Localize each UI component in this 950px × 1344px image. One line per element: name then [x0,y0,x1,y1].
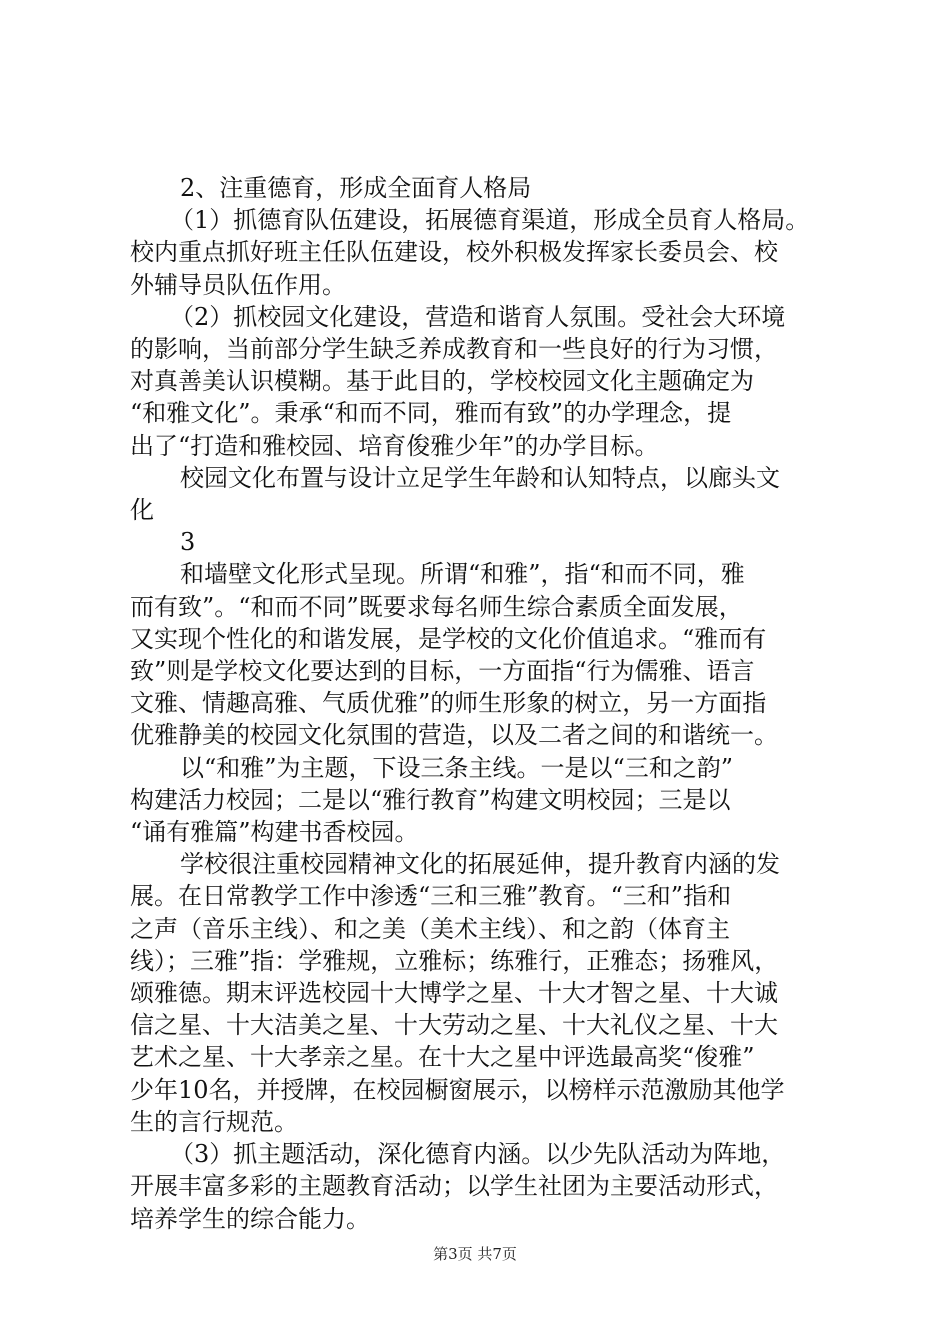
paragraph-line: 之声（音乐主线）、和之美（美术主线）、和之韵（体育主 [130,914,730,943]
paragraph-line: 开展丰富多彩的主题教育活动；以学生社团为主要活动形式， [130,1172,778,1201]
paragraph-line: 艺术之星、十大孝亲之星。在十大之星中评选最高奖“俊雅” [130,1043,755,1072]
paragraph-line: （2）抓校园文化建设，营造和谐育人氛围。受社会大环境 [170,302,786,331]
paragraph-line: 学校很注重校园精神文化的拓展延伸，提升教育内涵的发 [180,850,780,879]
paragraph-line: 化 [130,496,154,525]
paragraph-line: 又实现个性化的和谐发展，是学校的文化价值追求。“雅而有 [130,624,767,653]
paragraph-line: 对真善美认识模糊。基于此目的，学校校园文化主题确定为 [130,367,754,396]
paragraph-line: “和雅文化”。秉承“和而不同，雅而有致”的办学理念，提 [130,399,732,428]
paragraph-line: 培养学生的综合能力。 [130,1204,370,1233]
paragraph-line: 的影响，当前部分学生缺乏养成教育和一些良好的行为习惯， [130,335,778,364]
paragraph-line: （3）抓主题活动，深化德育内涵。以少先队活动为阵地， [170,1140,786,1169]
paragraph-line: 优雅静美的校园文化氛围的营造，以及二者之间的和谐统一。 [130,721,778,750]
paragraph-line: 和墙壁文化形式呈现。所谓“和雅”，指“和而不同，雅 [180,560,745,589]
section-heading: 2、注重德育，形成全面育人格局 [180,174,532,202]
paragraph-line: 文雅、情趣高雅、气质优雅”的师生形象的树立，另一方面指 [130,689,767,718]
paragraph-line: 出了“打造和雅校园、培育俊雅少年”的办学目标。 [130,431,659,460]
paragraph-line: 生的言行规范。 [130,1107,298,1136]
paragraph-line: （1）抓德育队伍建设，拓展德育渠道，形成全员育人格局。 [170,206,810,235]
paragraph-line: 而有致”。“和而不同”既要求每名师生综合素质全面发展， [130,592,743,621]
paragraph-line: 致”则是学校文化要达到的目标，一方面指“行为儒雅、语言 [130,657,755,686]
page-footer: 第3页 共7页 [433,1245,517,1263]
paragraph-line: 构建活力校园；二是以“雅行教育”构建文明校园；三是以 [130,785,731,814]
paragraph-line: 以“和雅”为主题，下设三条主线。一是以“三和之韵” [180,753,734,782]
paragraph-line: 线）；三雅”指：学雅规，立雅标；练雅行，正雅态；扬雅风， [130,946,779,975]
paragraph-line: 校园文化布置与设计立足学生年龄和认知特点，以廊头文 [180,463,780,492]
document-body [130,172,840,1235]
paragraph-line: 展。在日常教学工作中渗透“三和三雅”教育。“三和”指和 [130,882,732,911]
paragraph-line: 外辅导员队伍作用。 [130,270,346,299]
paragraph-line: “诵有雅篇”构建书香校园。 [130,818,419,847]
paragraph-line: 少年10名，并授牌，在校园橱窗展示，以榜样示范激励其他学 [130,1075,785,1104]
paragraph-line: 颂雅德。期末评选校园十大博学之星、十大才智之星、十大诚 [130,979,778,1008]
inline-page-number: 3 [180,528,196,557]
paragraph-line: 校内重点抓好班主任队伍建设，校外积极发挥家长委员会、校 [130,238,778,267]
paragraph-line: 信之星、十大洁美之星、十大劳动之星、十大礼仪之星、十大 [130,1011,778,1040]
